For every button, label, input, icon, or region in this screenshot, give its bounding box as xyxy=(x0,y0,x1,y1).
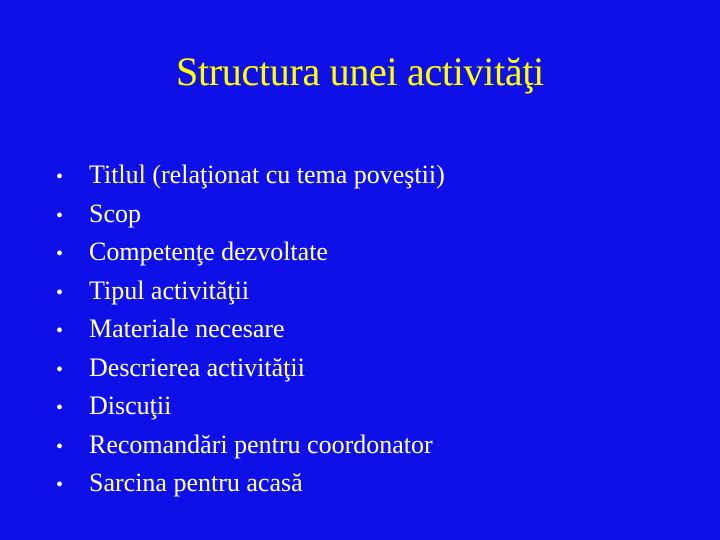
list-item xyxy=(56,349,445,388)
bullet-icon: • xyxy=(56,474,64,496)
bullet-icon: • xyxy=(56,281,64,304)
list-item xyxy=(56,156,445,195)
list-item-text: Discuţii xyxy=(89,391,172,420)
bullet-icon: • xyxy=(56,358,64,381)
list-item xyxy=(56,464,445,503)
list-item xyxy=(56,272,445,311)
list-item-text: Scop xyxy=(89,198,141,228)
list-item xyxy=(56,426,445,465)
list-item-text: Sarcina pentru acasă xyxy=(89,468,303,497)
slide-title: Structura unei activităţi xyxy=(176,49,544,94)
list-item-text: Titlul (relaţionat cu tema poveştii) xyxy=(89,160,445,189)
bullet-list xyxy=(56,156,445,503)
list-item-text: Descrierea activităţii xyxy=(89,352,305,382)
list-item xyxy=(56,233,445,272)
list-item-text: Tipul activităţii xyxy=(89,275,250,305)
bullet-icon: • xyxy=(56,320,64,342)
list-item xyxy=(56,387,445,426)
list-item-text: Recomandări pentru coordonator xyxy=(89,429,433,459)
bullet-icon: • xyxy=(56,166,64,188)
list-item-text: Materiale necesare xyxy=(89,314,285,343)
list-item xyxy=(56,310,445,349)
list-item-text: Competenţe dezvoltate xyxy=(89,237,328,266)
bullet-icon: • xyxy=(56,397,64,419)
bullet-icon: • xyxy=(56,204,64,227)
bullet-icon: • xyxy=(56,435,64,458)
list-item xyxy=(56,195,445,234)
bullet-icon: • xyxy=(56,243,64,265)
